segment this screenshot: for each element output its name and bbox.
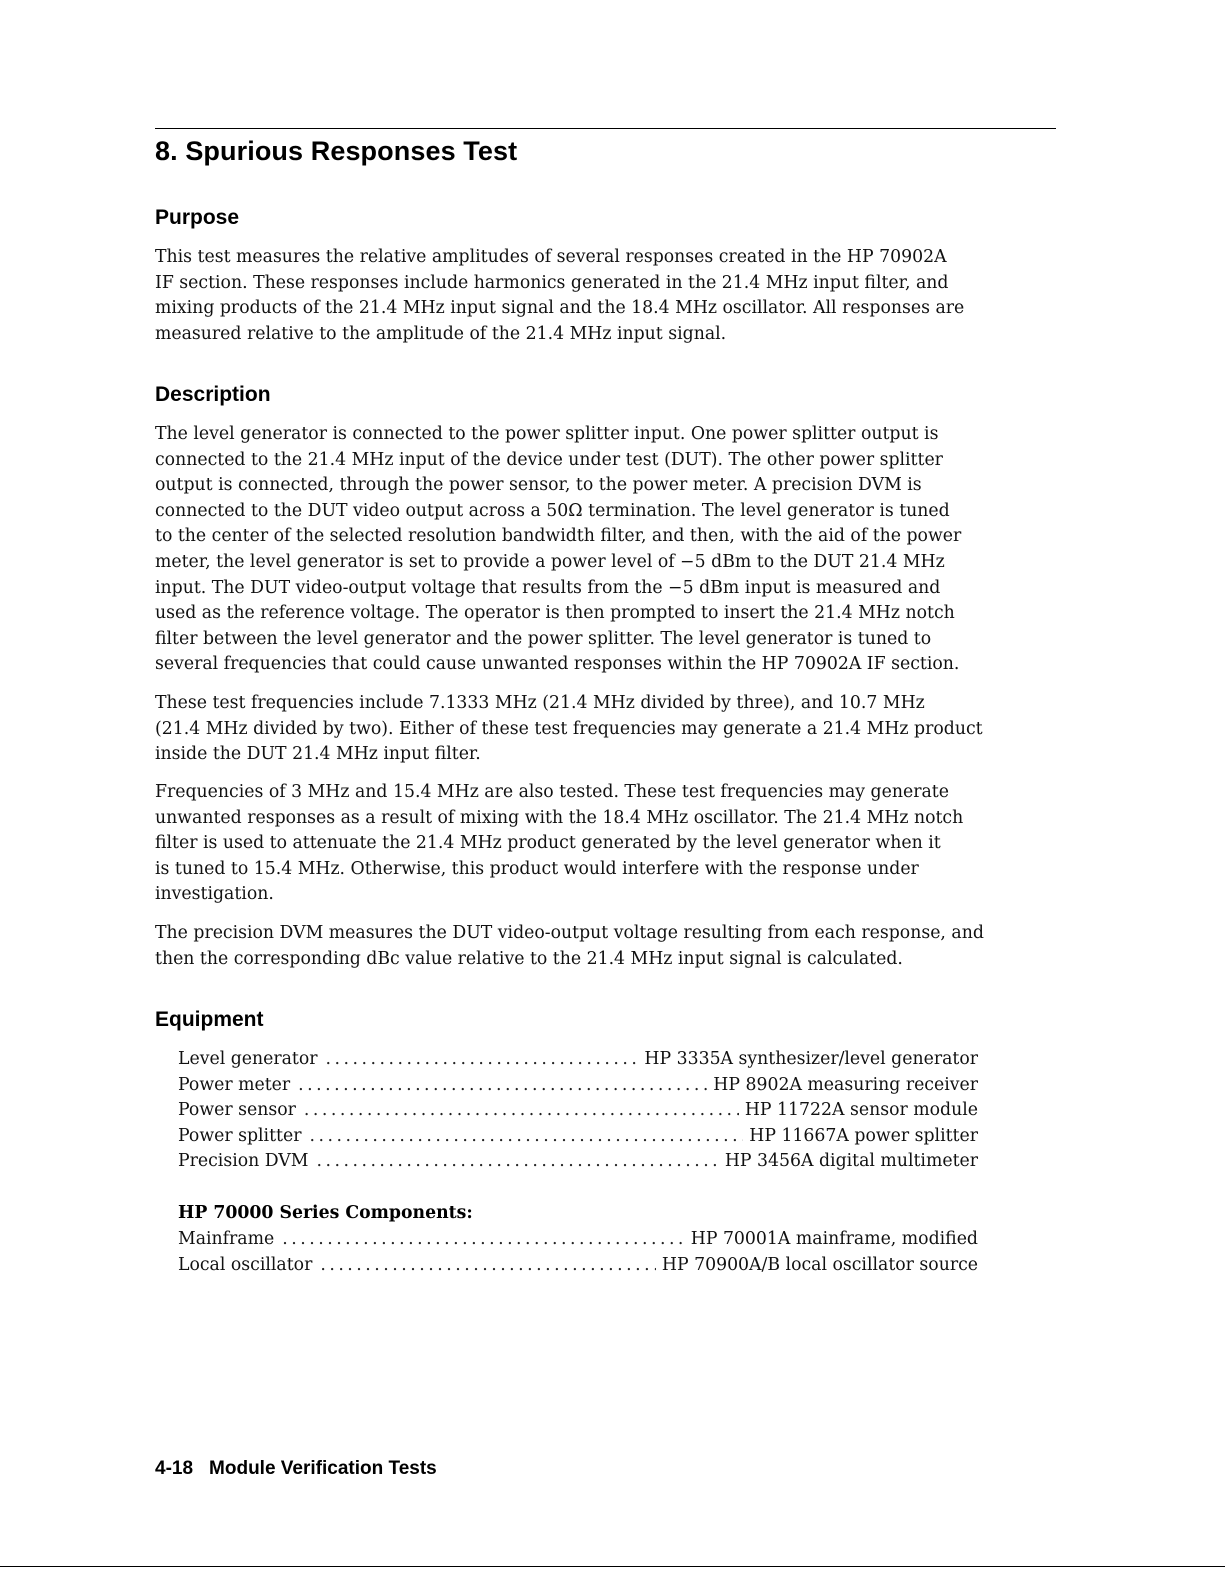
page-title: 8. Spurious Responses Test xyxy=(155,136,518,166)
text-line: then the corresponding dBc value relative to the 21.4 MHz input signal is calculated. xyxy=(155,948,903,969)
equipment-value: HP 3335A synthesizer/level generator xyxy=(644,1049,978,1069)
text-line: The level generator is connected to the power splitter input. One power splitter output is xyxy=(155,424,939,444)
bottom-rule xyxy=(0,1566,1225,1567)
text-line: These test frequencies include 7.1333 MHz (21.4 MHz divided by three), and 10.7 MHz xyxy=(155,693,925,713)
equipment-label: Level generator xyxy=(178,1049,318,1069)
text-line: input. The DUT video-output voltage that results from the −5 dBm input is measured and xyxy=(155,577,941,598)
text-line: Frequencies of 3 MHz and 15.4 MHz are also tested. These test frequencies may generate xyxy=(155,782,949,802)
text-line: investigation. xyxy=(155,884,274,905)
text-line: The precision DVM measures the DUT video-output voltage resulting from each response, and xyxy=(155,923,984,943)
equipment-value: HP 11722A sensor module xyxy=(744,1100,978,1121)
equipment-label: Power sensor xyxy=(178,1100,296,1121)
text-line: to the center of the selected resolution bandwidth filter, and then, with the aid of the power xyxy=(155,526,962,547)
text-line: connected to the 21.4 MHz input of the device under test (DUT). The other power splitter xyxy=(155,449,943,470)
equipment-heading: Equipment xyxy=(155,1008,264,1031)
dot-leader xyxy=(316,1149,718,1175)
equipment-row xyxy=(178,1253,978,1279)
equipment-label: Local oscillator xyxy=(178,1254,313,1275)
equipment-row xyxy=(178,1047,978,1073)
equipment-row xyxy=(178,1098,978,1124)
text-line: unwanted responses as a result of mixing with the 18.4 MHz oscillator. The 21.4 MHz notch xyxy=(155,807,964,828)
text-line: mixing products of the 21.4 MHz input signal and the 18.4 MHz oscillator. All responses are xyxy=(155,298,965,319)
equipment-row xyxy=(178,1124,978,1150)
text-line: meter, the level generator is set to provide a power level of −5 dBm to the DUT 21.4 MHz xyxy=(155,551,945,572)
dot-leader xyxy=(326,1047,639,1073)
equipment-label: Power meter xyxy=(178,1074,291,1095)
purpose-paragraph xyxy=(155,245,1065,347)
text-line: inside the DUT 21.4 MHz input filter. xyxy=(155,744,481,765)
equipment-value: HP 70900A/B local oscillator source xyxy=(661,1254,978,1275)
text-line: is tuned to 15.4 MHz. Otherwise, this product would interfere with the response under xyxy=(155,858,919,879)
equipment-row xyxy=(178,1073,978,1099)
equipment-row xyxy=(178,1149,978,1175)
dot-leader xyxy=(320,1253,656,1279)
equipment-value: HP 8902A measuring receiver xyxy=(713,1074,978,1095)
dot-leader xyxy=(282,1227,685,1253)
description-paragraph-4 xyxy=(155,921,1065,972)
equipment-value: HP 70001A mainframe, modified xyxy=(690,1229,978,1249)
description-paragraph-1 xyxy=(155,422,1065,678)
text-line: measured relative to the amplitude of the 21.4 MHz input signal. xyxy=(155,323,727,344)
description-heading: Description xyxy=(155,383,271,406)
footer-section-title: Module Verification Tests xyxy=(209,1458,437,1479)
equipment-label: Power splitter xyxy=(178,1125,302,1146)
purpose-heading: Purpose xyxy=(155,206,240,229)
description-paragraph-2 xyxy=(155,691,1065,768)
page-number: 4-18 xyxy=(155,1458,194,1479)
page-footer xyxy=(155,1457,437,1481)
text-line: (21.4 MHz divided by two). Either of these test frequencies may generate a 21.4 MHz product xyxy=(155,718,983,739)
dot-leader xyxy=(298,1073,707,1099)
text-line: IF section. These responses include harmonics generated in the 21.4 MHz input filter, and xyxy=(155,272,949,293)
top-rule xyxy=(155,128,1056,129)
equipment-value: HP 11667A power splitter xyxy=(749,1125,978,1146)
text-line: This test measures the relative amplitudes of several responses created in the HP 70902A xyxy=(155,247,947,267)
text-line: connected to the DUT video output across a 50Ω termination. The level generator is tuned xyxy=(155,500,950,521)
dot-leader xyxy=(309,1124,743,1150)
equipment-row xyxy=(178,1227,978,1253)
equipment-label: Mainframe xyxy=(178,1229,275,1249)
description-paragraph-3 xyxy=(155,780,1065,908)
components-list xyxy=(178,1227,978,1278)
equipment-label: Precision DVM xyxy=(178,1151,309,1172)
dot-leader xyxy=(304,1098,739,1124)
text-line: filter is used to attenuate the 21.4 MHz product generated by the level generator when it xyxy=(155,833,941,854)
text-line: used as the reference voltage. The operator is then prompted to insert the 21.4 MHz notch xyxy=(155,603,955,624)
text-line: filter between the level generator and the power splitter. The level generator is tuned to xyxy=(155,628,932,649)
equipment-list xyxy=(178,1047,978,1175)
equipment-value: HP 3456A digital multimeter xyxy=(724,1151,978,1172)
components-heading: HP 70000 Series Components: xyxy=(178,1203,473,1223)
text-line: output is connected, through the power sensor, to the power meter. A precision DVM is xyxy=(155,475,922,496)
text-line: several frequencies that could cause unwanted responses within the HP 70902A IF section. xyxy=(155,654,960,675)
